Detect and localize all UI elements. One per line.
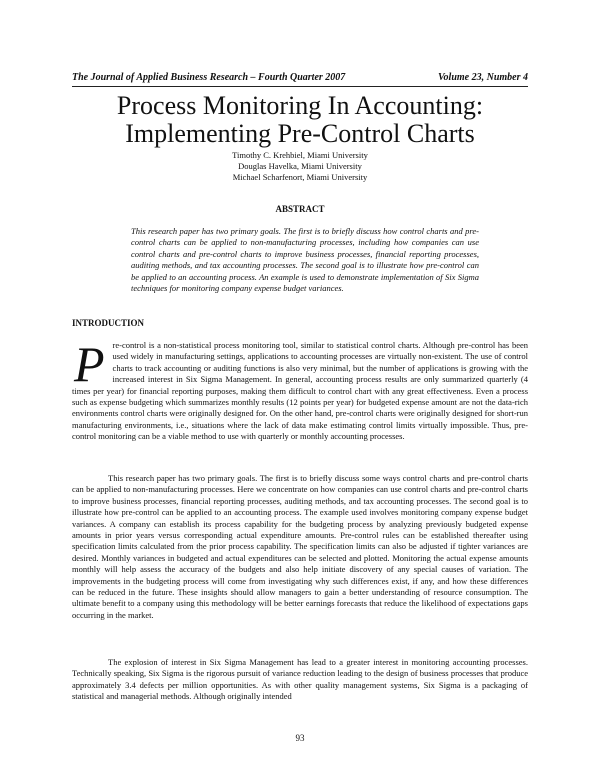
running-header — [72, 72, 528, 86]
page-number: 93 — [295, 733, 305, 743]
journal-name: The Journal of Applied Business Research – Fourth Quarter 2007 — [72, 72, 346, 83]
introduction-paragraph-2: This research paper has two primary goals. The first is to briefly discuss some ways control charts and pre-control charts can be applied to non-manufacturing processes. Here we concentrate on how companies can use control charts and pre-control charts to improve business processes, financial reporting processes, auditing methods, and tax accounting processes. The second goal is to illustrate how pre-control can be applied to an accounting process. The example used involves monitoring company expense budget variances. A company can establish its process capability for the budgeting process by analyzing previously budgeted expense amounts in prior years versus corresponding actual expenditure amounts. Pre-control rules can be established thereafter using specification limits calculated from the prior process capability. The specification limits can also be adjusted if tighter variances are desired. Monthly variances in budgeted and actual expenditures can be selected and plotted. Monitoring the actual expense amounts monthly will help assess the accuracy of the budgets and also help initiate discovery of any special causes of variation. The improvements in the budgeting process will come from investigating why such differences exist, if any, and how these differences can be reduced in the future. These insights should allow managers to gain a better understanding of resource consumption. The ultimate benefit to a company using this methodology will be better earnings forecasts that reduce the likelihood of expectations gaps occurring in the market. — [72, 473, 528, 620]
volume-number: Volume 23, Number 4 — [437, 72, 528, 83]
page-title — [72, 92, 528, 148]
author-2: Douglas Havelka, Miami University — [238, 161, 362, 171]
paragraph-1-text: re-control is a non-statistical process monitoring tool, similar to statistical control charts. Although pre-control has been used widely in manufacturing settings, applications to accounting processes are virtually non-existent. The use of control charts to track accounting or auditing functions is also very minimal, but the number of applications is growing with the increased interest in Six Sigma Management. In general, accounting process results are only summarized quarterly (4 times per year) for financial reporting purposes, making them difficult to control chart with any great effectiveness. Even a process such as expense budgeting which summarizes monthly results (12 points per year) for budgeted expense amount are not the data-rich environments control charts were originally designed for. On the other hand, pre-control charts were originally designed for short-run manufacturing environments, i.e., situations where the lack of data make estimating control limits virtually impossible. Thus, pre-control monitoring can be a viable method to use with quarterly or monthly accounting processes. — [72, 340, 528, 442]
abstract-text: This research paper has two primary goals. The first is to briefly discuss how control charts and pre-control charts can be applied to non-manufacturing processes, including how companies can use control charts and pre-control charts to improve business processes, financial reporting processes, auditing methods, and tax accounting processes. The second goal is to illustrate how pre-control can be applied to an accounting process. An example is used to demonstrate implementation of Six Sigma techniques for monitoring company expense budget variances. — [131, 226, 479, 294]
author-3: Michael Scharfenort, Miami University — [232, 172, 368, 182]
introduction-paragraph-1 — [72, 336, 528, 443]
introduction-heading: INTRODUCTION — [72, 318, 145, 328]
drop-cap: P — [74, 336, 105, 392]
abstract-heading: ABSTRACT — [275, 204, 325, 214]
author-1: Timothy C. Krehbiel, Miami University — [232, 150, 368, 160]
header-rule — [72, 86, 528, 87]
title-line-2: Implementing Pre-Control Charts — [125, 119, 475, 148]
title-line-1: Process Monitoring In Accounting: — [116, 91, 484, 120]
introduction-paragraph-3: The explosion of interest in Six Sigma Management has lead to a greater interest in monitoring accounting processes. Technically speaking, Six Sigma is the rigorous pursuit of variance reduction leading to the design of business processes that produce approximately 3.4 defects per million opportunities. As with other quality management systems, Six Sigma is a packaging of statistical and managerial methods. Although originally intended — [72, 657, 528, 702]
author-list — [72, 150, 528, 183]
